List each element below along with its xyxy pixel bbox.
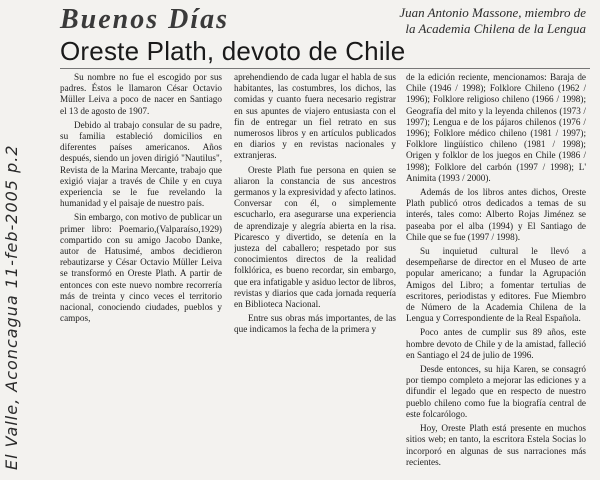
byline <box>316 5 586 37</box>
paragraph: de la edición reciente, mencionamos: Baraja de Chile (1946 / 1998); Folklore Chileno (1962 / 1996); Folklore religioso chileno (1966 / 1998); Geografía del mito y la leyenda chilenos (1973 / 1997); Lengua e de los pájaros chilenos (1976 / 1996); Folklore médico chileno (1981 / 1997); Folklore lingüístico chileno (1981 / 1998); Origen y folklor de los juegos en Chile (1986 / 1998); Folklore del carbón (1997 / 1998); L' Animita (1993 / 2000). <box>406 72 586 183</box>
paragraph: Su inquietud cultural le llevó a desempeñarse de director en el Museo de arte popular americano; a fundar la Agrupación Amigos del Libro; a fomentar tertulias de escritores, periodistas y editores. Fue Miembro de Número de la Academia Chilena de la Lengua y Correspondiente de la Real Española. <box>406 246 586 324</box>
paragraph: Además de los libros antes dichos, Oreste Plath publicó otros dedicados a temas de su interés, tales como: Alberto Rojas Jiménez se paseaba por el alba (1994) y El Santiago de Chile que se fue (1997 / 1998). <box>406 187 586 242</box>
paragraph: Debido al trabajo consular de su padre, su familia estableció domicilios en diferentes países americanos. Años después, siendo un joven dirigió "Nautilus", Revista de la Marina Mercante, trabajo que exigió viajar a través de Chile y en cuya experiencia se le fue revelando la humanidad y el paisaje de nuestro país. <box>60 119 222 209</box>
article-column-1 <box>60 72 222 480</box>
paragraph: Poco antes de cumplir sus 89 años, este hombre devoto de Chile y de la amistad, falleció en Santiago el 24 de julio de 1996. <box>406 327 586 360</box>
header-divider <box>60 68 590 69</box>
paragraph: Hoy, Oreste Plath está presente en muchos sitios web; en tanto, la escritora Estela Socias lo incorporó en algunas de sus narraciones más recientes. <box>406 423 586 467</box>
section-title: Buenos Días <box>60 4 230 35</box>
paragraph: Sin embargo, con motivo de publicar un primer libro: Poemario,(Valparaíso,1929) compartido con su amigo Jacobo Danke, autor de Hatusimé, ambos decidieron rebautizarse y César Octavio Müller Leiva se transformó en Oreste Plath. A partir de entonces con este nuevo nombre recorrería más de treinta y cinco veces el territorio nacional, conociendo ciudades, pueblos y campos, <box>60 212 222 324</box>
paragraph: Su nombre no fue el escogido por sus padres. Éstos le llamaron César Octavio Müller Leiva a poco de nacer en Santiago el 13 de agosto de 1907. <box>60 72 222 116</box>
handwritten-source-note: El Valle, Aconcagua 11-feb-2005 p.2 <box>2 144 21 470</box>
byline-line-1: Juan Antonio Massone, miembro de <box>399 5 586 20</box>
paragraph: aprehendiendo de cada lugar el habla de sus habitantes, las costumbres, los dichos, las comidas y cuanto fuera necesario registrar en sus apuntes de viajero entusiasta con el fin de entregar un fiel retrato en sus numerosos libros y en artículos publicados en diarios y en revistas nacionales y extranjeras. <box>234 72 396 161</box>
article-column-2 <box>234 72 396 480</box>
paragraph: Oreste Plath fue persona en quien se aliaron la constancia de sus ancestros germanos y la expresividad y afecto latinos. Conversar con él, o simplemente escucharlo, era asegurarse una experiencia de aprendizaje y alegría abierta en la risa. Picaresco y divertido, se detenía en la justeza del caballero; respetado por sus conocimientos directos de la realidad folklórica, es bueno recordar, sin embargo, que era infatigable y asiduo lector de libros, revistas y diarios que cada jornada requería en Biblioteca Nacional. <box>234 164 396 310</box>
article-headline: Oreste Plath, devoto de Chile <box>60 36 406 66</box>
paragraph: Entre sus obras más importantes, de las que indicamos la fecha de la primera y <box>234 313 396 335</box>
paragraph: Desde entonces, su hija Karen, se consagró por tiempo completo a mejorar las ediciones y a difundir el legado que en respecto de nuestro pueblo chileno como fue la biografía central de este folcarólogo. <box>406 364 586 419</box>
byline-line-2: la Academia Chilena de la Lengua <box>405 21 586 36</box>
article-column-3 <box>406 72 586 480</box>
